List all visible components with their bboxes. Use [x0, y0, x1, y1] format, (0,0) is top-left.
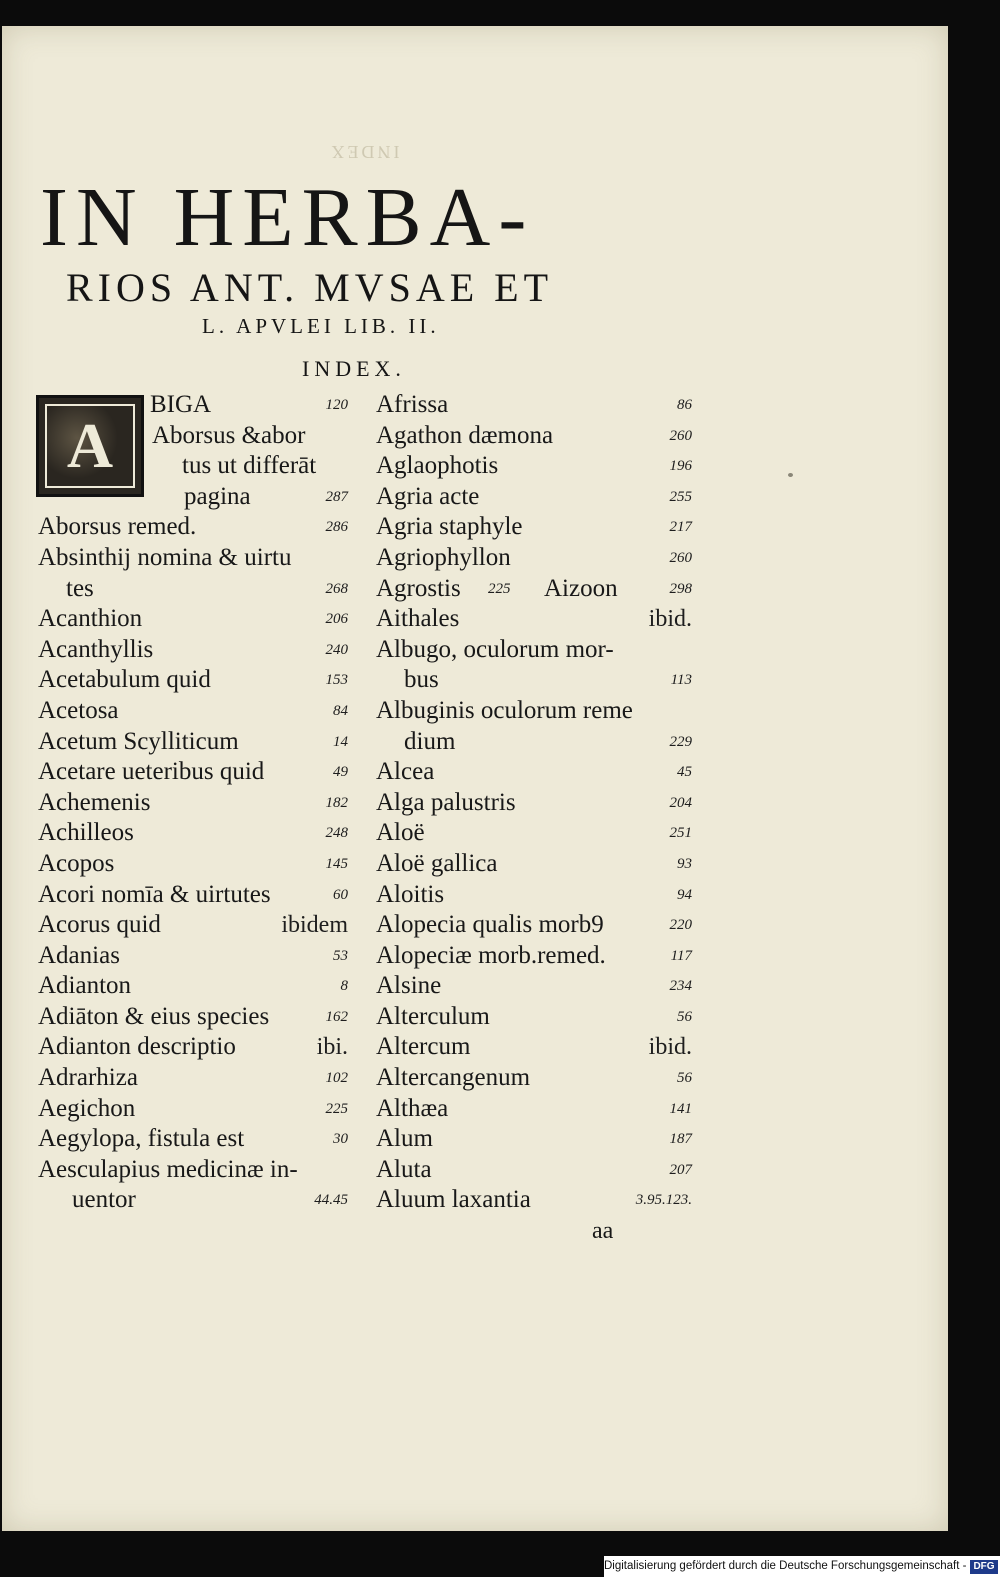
show-through-text: INDEX	[328, 142, 400, 162]
entry-page: 141	[669, 1100, 692, 1117]
index-entry	[376, 604, 692, 635]
entry-term: bus	[404, 666, 439, 694]
entry-page: 45	[677, 764, 692, 781]
entry-page: 153	[325, 672, 348, 689]
entry-term: Aglaophotis	[376, 452, 499, 480]
entry-page: ibid.	[648, 606, 692, 633]
index-entry	[376, 788, 692, 819]
initial-letter: A	[66, 410, 114, 481]
entry-term: Aluta	[376, 1155, 432, 1183]
index-column-left	[38, 390, 348, 1216]
entry-term: pagina	[184, 482, 251, 510]
entry-term: Afrissa	[376, 391, 449, 418]
entry-term: Acopos	[38, 849, 115, 877]
index-entry	[376, 482, 692, 513]
entry-term: Adiāton & eius species	[38, 1002, 270, 1030]
entry-page: 113	[670, 672, 692, 689]
index-entry	[376, 543, 692, 574]
entry-page: 229	[669, 733, 692, 750]
entry-term: Adianton descriptio	[38, 1033, 236, 1061]
digitization-footer	[604, 1556, 1000, 1577]
index-entry	[38, 543, 348, 574]
index-entry	[38, 451, 348, 482]
entry-term: Acanthyllis	[38, 635, 154, 663]
entry-term: Alcea	[376, 758, 435, 786]
entry-page: 94	[677, 886, 692, 903]
index-entry	[376, 574, 692, 605]
dfg-logo: DFG	[970, 1560, 997, 1574]
entry-term: tus ut differāt	[182, 452, 317, 480]
index-entry	[38, 1032, 348, 1063]
entry-page: 240	[325, 641, 348, 658]
entry-page: ibi.	[316, 1034, 348, 1061]
index-entry	[38, 788, 348, 819]
index-entry	[376, 941, 692, 972]
entry-term: Adanias	[38, 941, 120, 969]
entry-page: 298	[669, 580, 692, 597]
entry-page: 286	[325, 519, 348, 536]
entry-term: Aborsus &abor	[152, 421, 306, 449]
entry-page: 260	[669, 549, 692, 566]
index-entry	[38, 1124, 348, 1155]
entry-term: Aithales	[376, 605, 460, 633]
entry-page: 53	[333, 947, 348, 964]
entry-page: 182	[325, 794, 348, 811]
index-entry	[376, 1155, 692, 1186]
index-heading: INDEX.	[302, 356, 406, 381]
index-entry	[376, 635, 692, 666]
index-entry	[38, 482, 348, 513]
entry-page: 44.45	[314, 1192, 348, 1209]
entry-term: dium	[404, 727, 456, 755]
index-entry	[376, 1032, 692, 1063]
entry-page: 93	[677, 855, 692, 872]
entry-page: ibid.	[648, 1034, 692, 1061]
entry-term: Adrarhiza	[38, 1064, 138, 1092]
entry-term: Albuginis oculorum reme	[376, 696, 633, 724]
entry-page: 260	[669, 427, 692, 444]
entry-term: Altercum	[376, 1033, 471, 1061]
entry-term: Aborsus remed.	[38, 513, 197, 541]
entry-term: Acetabulum quid	[38, 666, 211, 694]
index-entry	[38, 1185, 348, 1216]
index-entry	[376, 1185, 692, 1216]
entry-term: Agria acte	[376, 482, 480, 510]
index-entry	[38, 757, 348, 788]
entry-page: 117	[670, 947, 692, 964]
entry-term: Adianton	[38, 972, 132, 1000]
entry-term: Acorus quid	[38, 911, 161, 939]
entry-page: 251	[669, 825, 692, 842]
paper-speck	[788, 473, 793, 477]
index-entry	[38, 665, 348, 696]
index-entry	[376, 421, 692, 452]
entry-page: 162	[325, 1008, 348, 1025]
index-entry	[376, 665, 692, 696]
entry-term: Acetosa	[38, 696, 119, 724]
index-entry	[38, 696, 348, 727]
index-entry	[38, 604, 348, 635]
entry-page: 56	[677, 1008, 692, 1025]
entry-term: Achilleos	[38, 819, 134, 847]
entry-page: 187	[669, 1131, 692, 1148]
entry-term: Agriophyllon	[376, 543, 511, 571]
index-entry	[38, 574, 348, 605]
index-entry	[38, 512, 348, 543]
entry-term: Aloë gallica	[376, 849, 498, 877]
entry-page: 248	[325, 825, 348, 842]
index-entry	[376, 1094, 692, 1125]
index-entry	[376, 512, 692, 543]
entry-page: 60	[333, 886, 348, 903]
index-entry	[376, 818, 692, 849]
entry-term: Agria staphyle	[376, 513, 523, 541]
index-entry	[376, 451, 692, 482]
entry-term: Acori nomīa & uirtutes	[38, 880, 271, 908]
footer-text: Digitalisierung gefördert durch die Deutsche Forschungsgemeinschaft -	[604, 1560, 967, 1572]
entry-term: Alum	[376, 1125, 433, 1153]
index-column-right	[376, 390, 692, 1216]
entry-page: 268	[325, 580, 348, 597]
entry-page: 287	[325, 488, 348, 505]
index-entry	[376, 727, 692, 758]
entry-page: 120	[325, 397, 348, 413]
entry-page: 255	[669, 488, 692, 505]
index-entry	[38, 1002, 348, 1033]
entry-term: Aloë	[376, 819, 425, 847]
index-entry	[38, 390, 348, 421]
index-entry	[38, 849, 348, 880]
entry-page: 56	[677, 1070, 692, 1087]
entry-page: 217	[669, 519, 692, 536]
entry-page: 220	[669, 917, 692, 934]
entry-page: 234	[669, 978, 692, 995]
entry-page: 3.95.123.	[635, 1192, 692, 1209]
entry-term: Acanthion	[38, 605, 143, 633]
entry-term: Absinthij nomina & uirtu	[38, 543, 292, 571]
entry-page: 206	[325, 611, 348, 628]
entry-page: 49	[333, 764, 348, 781]
entry-term: Aesculapius medicinæ in-	[38, 1155, 298, 1183]
title-line-2: RIOS ANT. MVSAE ET	[66, 265, 554, 310]
entry-term: Alopeciæ morb.remed.	[376, 941, 606, 969]
entry-page: 145	[325, 855, 348, 872]
index-entry	[38, 1155, 348, 1186]
entry-page: 225	[488, 580, 511, 597]
index-entry	[376, 1002, 692, 1033]
title-line-3: L. APVLEI LIB. II.	[202, 314, 440, 338]
entry-term: Agrostis	[376, 574, 461, 602]
entry-term: Aegylopa, fistula est	[38, 1125, 245, 1153]
entry-term: Albugo, oculorum mor-	[376, 635, 614, 663]
index-entry	[376, 1124, 692, 1155]
entry-page: ibidem	[281, 912, 348, 939]
entry-page: 86	[677, 397, 692, 413]
index-entry	[38, 971, 348, 1002]
entry-term: Alga palustris	[376, 788, 516, 816]
entry-term: tes	[66, 574, 94, 602]
entry-term: Acetare ueteribus quid	[38, 758, 265, 786]
entry-term: Aloitis	[376, 880, 445, 908]
entry-term: Aegichon	[38, 1094, 136, 1122]
entry-page: 204	[669, 794, 692, 811]
signature-mark: aa	[592, 1218, 614, 1244]
entry-term: Althæa	[376, 1094, 449, 1122]
entry-term: uentor	[72, 1186, 136, 1214]
index-entry	[376, 910, 692, 941]
entry-term: Aizoon	[544, 574, 618, 602]
entry-term: BIGA	[150, 391, 212, 418]
index-entry	[38, 880, 348, 911]
index-entry	[376, 1063, 692, 1094]
index-entry	[376, 696, 692, 727]
index-entry	[38, 910, 348, 941]
entry-term: Achemenis	[38, 788, 151, 816]
index-entry	[38, 1094, 348, 1125]
entry-term: Acetum Scylliticum	[38, 727, 239, 755]
entry-term: Alterculum	[376, 1002, 490, 1030]
index-entry	[38, 421, 348, 452]
index-entry	[376, 390, 692, 421]
entry-page: 207	[669, 1161, 692, 1178]
entry-page: 225	[325, 1100, 348, 1117]
index-entry	[376, 849, 692, 880]
index-entry	[376, 971, 692, 1002]
entry-page: 14	[333, 733, 348, 750]
entry-page: 102	[325, 1070, 348, 1087]
entry-term: Alsine	[376, 972, 442, 1000]
index-entry	[376, 880, 692, 911]
title-line-1: IN HERBA-	[40, 171, 535, 264]
entry-page: 8	[340, 978, 348, 995]
entry-page: 196	[669, 458, 692, 475]
index-entry	[38, 818, 348, 849]
index-entry	[38, 635, 348, 666]
entry-term: Altercangenum	[376, 1064, 531, 1092]
entry-page: 30	[333, 1131, 348, 1148]
entry-page: 84	[333, 702, 348, 719]
index-entry	[38, 941, 348, 972]
entry-term: Agathon dæmona	[376, 421, 554, 449]
index-entry	[376, 757, 692, 788]
index-entry	[38, 1063, 348, 1094]
index-entry	[38, 727, 348, 758]
entry-term: Aluum laxantia	[376, 1186, 531, 1214]
entry-term: Alopecia qualis morb9	[376, 911, 604, 939]
